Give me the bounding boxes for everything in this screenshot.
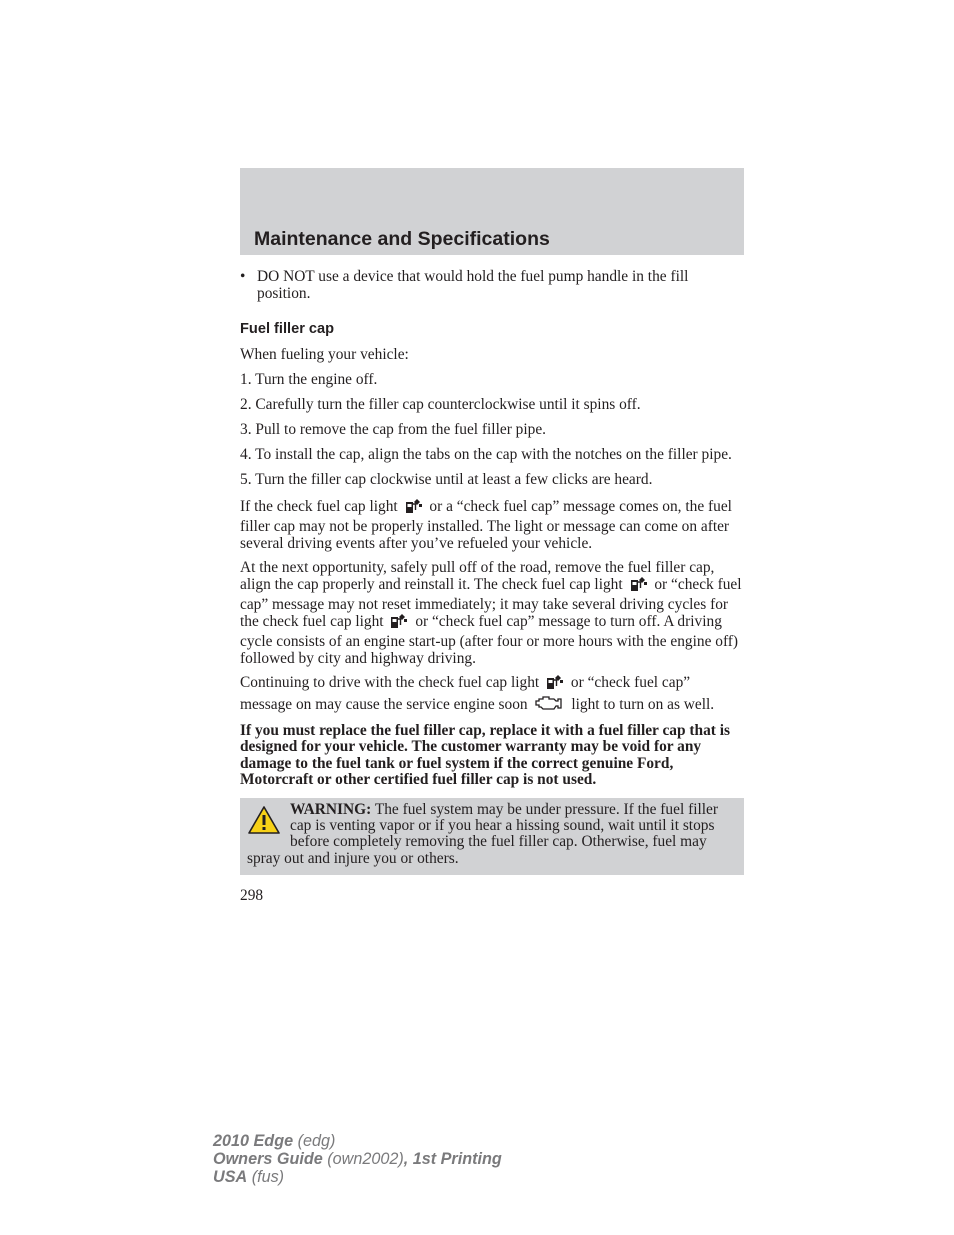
footer-market: USA — [213, 1168, 248, 1186]
footer-model-code: (edg) — [297, 1132, 336, 1150]
footer-market-code: (fus) — [251, 1168, 285, 1186]
footer-model: 2010 Edge — [213, 1132, 294, 1150]
step-1: 1. Turn the engine off. — [240, 371, 378, 388]
step-5: 5. Turn the filler cap clockwise until at least a few clicks are heard. — [240, 471, 653, 488]
para2-text-c: or “check fuel cap” message to turn off. A driving cycle consists of an engine start-up (after four or more hours with the engine off) followed by city and highway driving. — [240, 613, 739, 667]
footer-printing: , 1st Printing — [403, 1150, 502, 1168]
check-fuel-cap-icon — [630, 576, 648, 596]
document-footer — [213, 1132, 502, 1186]
paragraph-continuing — [240, 674, 744, 716]
warning-label: WARNING: — [290, 800, 372, 818]
paragraph-next-opportunity — [240, 559, 744, 667]
page-content — [240, 268, 744, 904]
paragraph-check-fuel-cap — [240, 498, 744, 552]
check-fuel-cap-icon — [405, 498, 423, 518]
para3-text-a: Continuing to drive with the check fuel cap light — [240, 674, 540, 691]
service-engine-soon-icon — [534, 694, 564, 716]
bullet-dot: • — [240, 268, 246, 285]
para2-text-a: At the next opportunity, safely pull off of the road, remove the fuel filler cap, align the cap properly and reinstall it. The check fuel cap light — [240, 559, 715, 593]
replacement-cap-note: If you must replace the fuel filler cap, replace it with a fuel filler cap that is designed for your vehicle. The customer warranty may be void for any damage to the fuel tank or fuel system if the correct genuine Ford, Motorcraft or other certified fuel filler cap is not used. — [240, 722, 731, 789]
section-header-band — [240, 168, 744, 255]
bullet-item — [240, 268, 744, 302]
check-fuel-cap-icon — [390, 613, 408, 633]
intro-text: When fueling your vehicle: — [240, 346, 409, 363]
check-fuel-cap-icon — [546, 674, 564, 694]
footer-guide-code: (own2002) — [327, 1150, 404, 1168]
step-3: 3. Pull to remove the cap from the fuel filler pipe. — [240, 421, 547, 438]
para1-text-b: or a “check fuel cap” message comes on, the fuel filler cap may not be properly installed. The light or message can come on after several driving events after you’ve refueled your vehicle. — [240, 498, 732, 552]
footer-line-3 — [213, 1168, 502, 1186]
bullet-text: DO NOT use a device that would hold the fuel pump handle in the fill position. — [257, 268, 689, 302]
para3-text-b: or “check fuel cap” message on may cause the service engine soon — [240, 674, 691, 713]
para1-text-a: If the check fuel cap light — [240, 498, 398, 515]
footer-line-2 — [213, 1150, 502, 1168]
step-2: 2. Carefully turn the filler cap counterclockwise until it spins off. — [240, 396, 641, 413]
section-header-title: Maintenance and Specifications — [254, 228, 550, 250]
step-4: 4. To install the cap, align the tabs on the cap with the notches on the filler pipe. — [240, 446, 732, 463]
warning-triangle-icon — [247, 805, 281, 835]
page-number: 298 — [240, 887, 264, 905]
footer-guide: Owners Guide — [213, 1150, 323, 1168]
para2-text-b: or “check fuel cap” message may not reset immediately; it may take several driving cycles for the check fuel cap light — [240, 576, 742, 630]
footer-line-1 — [213, 1132, 502, 1150]
warning-box — [240, 798, 744, 876]
subsection-title: Fuel filler cap — [240, 321, 335, 337]
para3-text-c: light to turn on as well. — [571, 696, 715, 713]
warning-text: The fuel system may be under pressure. If the fuel filler cap is venting vapor or if you hear a hissing sound, wait until it stops before completely removing the fuel filler cap. Otherwise, fuel may spray out and injure you or others. — [247, 800, 718, 867]
